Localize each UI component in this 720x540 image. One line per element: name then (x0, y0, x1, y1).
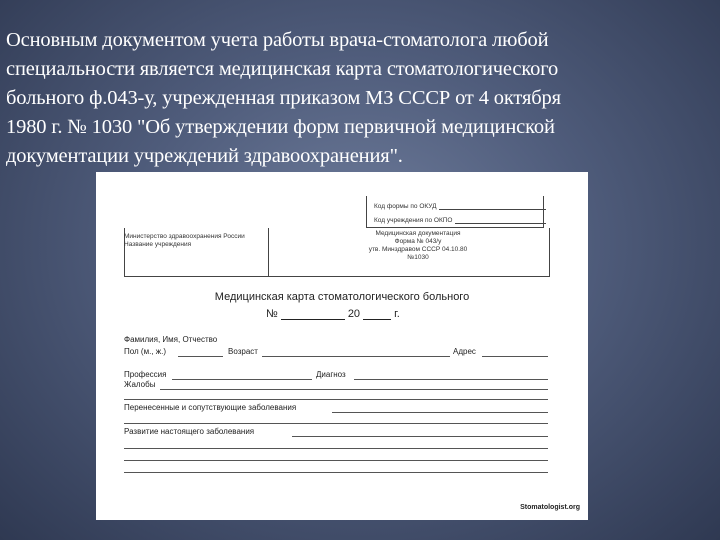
form-info-block (358, 230, 478, 262)
year-suffix: г. (394, 308, 400, 320)
fill-line (455, 222, 546, 224)
watermark: Stomatologist.org (520, 504, 580, 511)
age-line (262, 356, 450, 357)
slide-line: больного ф.043-у, учрежденная приказом МЗ СССР от 4 октября (6, 87, 561, 109)
past-diseases-label: Перенесенные и сопутствующие заболевания (124, 403, 297, 412)
past-diseases-line (332, 412, 548, 413)
code-okud-label: Код формы по ОКУД (374, 203, 437, 210)
slide-text (6, 26, 706, 171)
diagnosis-label: Диагноз (316, 370, 346, 379)
age-label: Возраст (228, 347, 258, 356)
form-document-image (96, 172, 588, 520)
blank-line (124, 472, 548, 473)
address-line (482, 356, 548, 357)
profession-line (172, 379, 312, 380)
sex-label: Пол (м., ж.) (124, 347, 166, 356)
complaints-line (160, 389, 548, 390)
fio-label: Фамилия, Имя, Отчество (124, 335, 218, 344)
blank-line (124, 460, 548, 461)
blank-line (124, 448, 548, 449)
slide-line: документации учреждений здравоохранения". (6, 145, 403, 167)
med-doc-label: Медицинская документация (375, 230, 461, 237)
code-box-border (366, 196, 367, 228)
slide-line: специальности является медицинская карта стоматологического (6, 58, 559, 80)
order-number-label: №1030 (407, 254, 429, 261)
code-okpo-label: Код учреждения по ОКПО (374, 217, 453, 224)
number-prefix: № (266, 308, 278, 320)
form-number-label: Форма № 043/у (394, 238, 442, 245)
slide-line: Основным документом учета работы врача-стоматолога любой (6, 29, 549, 51)
complaints-label: Жалобы (124, 380, 156, 389)
ministry-label: Министерство здравоохранения России (124, 233, 245, 240)
diagnosis-line (354, 379, 548, 380)
header-divider (268, 228, 269, 276)
present-disease-line (292, 436, 548, 437)
year-label: 20 (347, 308, 361, 320)
year-blank (363, 309, 391, 320)
institution-label: Название учреждения (124, 241, 192, 248)
form-codes (374, 196, 546, 224)
present-disease-label: Развитие настоящего заболевания (124, 427, 255, 436)
address-label: Адрес (453, 347, 476, 356)
blank-line (124, 399, 548, 400)
fill-line (439, 208, 546, 210)
code-okpo-row (374, 210, 546, 224)
code-okud-row (374, 196, 546, 210)
number-blank (281, 309, 345, 320)
approved-label: утв. Минздравом СССР 04.10.80 (368, 246, 468, 253)
sex-line (178, 356, 223, 357)
profession-label: Профессия (124, 370, 167, 379)
card-number-row (266, 308, 400, 320)
blank-line (124, 423, 548, 424)
form-title: Медицинская карта стоматологического больного (214, 291, 470, 303)
ministry-block (124, 233, 264, 249)
slide-line: 1980 г. № 1030 "Об утверждении форм первичной медицинской (6, 116, 555, 138)
